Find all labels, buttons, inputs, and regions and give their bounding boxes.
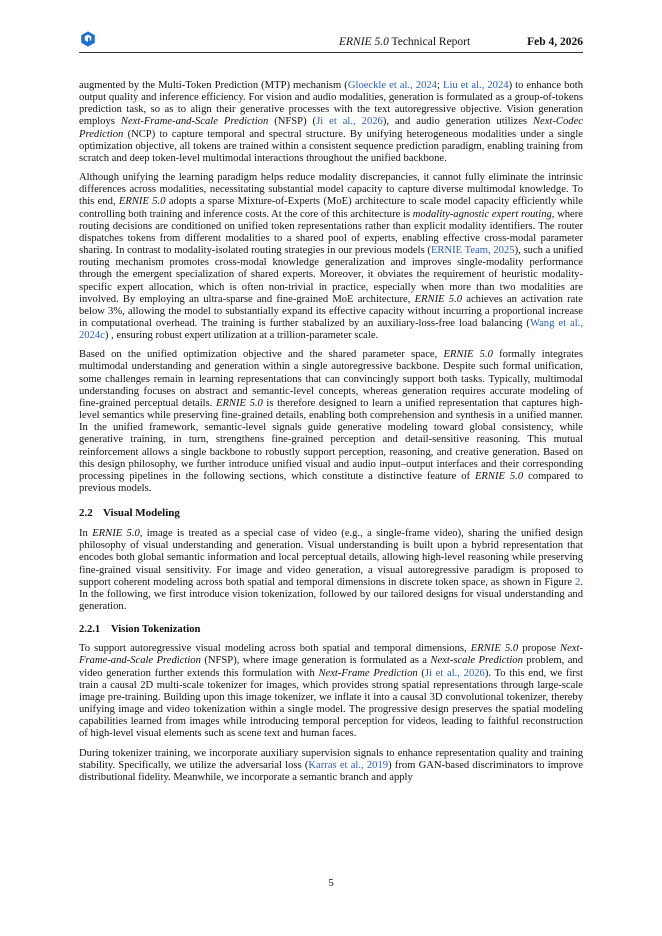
body-text: ; [436,80,443,91]
page-number: 5 [328,877,334,889]
citation-link[interactable]: Wang et al., 2024c [79,317,583,342]
body-text: formally integrates multimodal understanding and generation within a single autoregressive backbone. Despite such formal unification, some challenges remain in learning representations that can convincingly support both tasks. Typically, multimodal understanding focuses on abstract and semantic-level concepts, whereas generation requires accurate modeling of fine-grained perceptual details. [79,349,583,409]
body-text: Based on the unified optimization objective and the shared parameter space, [79,349,444,361]
paragraph-nfsp [79,643,583,740]
citation-link[interactable]: Gloeckle et al., 2024 [347,80,437,91]
emphasis-text: Next-Frame-and-Scale Prediction [79,643,583,667]
emphasis-text: ERNIE 5.0 [443,349,493,361]
paragraph-visual-modeling [79,528,583,613]
citation-link[interactable]: ERNIE Team, 2025 [430,245,515,257]
body-text: augmented by the Multi-Token Prediction (MTP) mechanism ( [79,80,348,91]
citation-link[interactable]: Liu et al., 2024 [442,80,509,91]
body-text: During tokenizer training, we incorporate auxiliary supervision signals to enhance representation quality and training stability. Specifically, we utilize the adversarial loss ( [79,747,583,771]
emphasis-text: ERNIE 5.0 [414,293,463,305]
body-text: ), and audio generation utilizes [382,116,533,128]
report-title: ERNIE 5.0 Technical Report [339,36,471,48]
body-text: ), such a unified routing mechanism promotes cross-modal knowledge generalization and improves single-modality performance through the emergent specialization of shared experts. Moreover, it obviates the requirement of heuristic modality-specific expert allocation, which is often non-trivial in practice, especially when more than two modalities are involved. By employing an ultra-sparse and fine-grained MoE architecture, [79,245,583,305]
body-text: , image is treated as a special case of video (e.g., a single-frame video), sharing the unified design philosophy of visual understanding and generation. Visual understanding is built upon a hybrid representation that encodes both global semantic information and local perceptual details, allowing high-level reasoning while preserving fine-grained visual sensitivity. For image and video generation, a visual autoregressive paradigm is proposed to support coherent modeling across both spatial and temporal dimensions in discrete token space, as shown in Figure [79,528,583,588]
citation-link[interactable]: 2 [575,576,581,588]
citation-link[interactable]: Ji et al., 2026 [316,116,383,128]
paragraph-tokenizer-training [79,748,583,784]
body-text: ) to enhance both output quality and inference efficiency. For vision and audio modalities, generation is formulated as a group-of-tokens prediction task, so as to align their generative processes with the text autoregressive objective. Vision generation employs [79,80,583,128]
emphasis-text: ERNIE 5.0 [92,528,140,540]
body-text: ). To this end, we first train a causal 2D multi-scale tokenizer for images, which provides strong spatial representations through large-scale image pre-training. Building upon this image tokenizer, we inflate it into a causal 3D convolutional tokenizer, thereby unifying image and video tokenization within a single model. The progressive design preserves the spatial modeling capabilities learned from images while introducing temporal perception for videos, leading to faithful reconstruction of high-level visual elements such as scene text and human faces. [79,667,583,740]
emphasis-text: ERNIE 5.0 [474,470,524,482]
subsection-heading-vision-tokenization: 2.2.1 Vision Tokenization [79,624,201,636]
section-heading-visual-modeling: 2.2 Visual Modeling [79,507,180,520]
emphasis-text: ERNIE 5.0 [470,643,519,655]
page-header [79,30,583,53]
body-text: (NFSP), where image generation is formulated as a [200,655,431,667]
body-text: In [79,528,93,540]
body-text: ( [417,667,425,679]
emphasis-text: Next-Frame-and-Scale Prediction [120,116,269,128]
body-text: , where routing decisions are conditioned on unified token representations rather than explicit modality identifiers. The router dispatches tokens from different modalities to a shared pool of experts, enabling effective cross-modal parameter sharing. In contrast to modality-isolated routing strategies in our previous models ( [79,208,583,257]
emphasis-text: ERNIE 5.0 [215,397,263,409]
report-date: Feb 4, 2026 [527,36,583,48]
ernie-logo-icon [79,30,97,48]
paragraph-mtp [79,80,583,165]
emphasis-text: ERNIE 5.0 [118,196,166,208]
body-text: Although unifying the learning paradigm helps reduce modality discrepancies, it cannot fully eliminate the intrinsic differences across modalities, necessitating substantial model capacity to capture diverse multimodal knowledge. To this end, [79,172,583,208]
body-text: . In the following, we first introduce vision tokenization, followed by our tailored designs for visual understanding and generation. [79,576,583,613]
body-text: ) , ensuring robust expert utilization at a trillion-parameter scale. [104,330,379,342]
body-text: ) from GAN-based discriminators to improve distributional fidelity. Meanwhile, we incorporate a semantic branch and apply [79,759,584,783]
emphasis-text: Next-Codec Prediction [79,116,583,140]
page-body [79,80,583,791]
body-text: is therefore designed to learn a unified representation that captures high-level semantics while preserving fine-grained details, enabling both comprehension and synthesis in a unified manner. In the unified framework, semantic-level signals guide generative modeling toward global consistency, while generative training, in turn, strengthens fine-grained perception and detail-sensitive reasoning. This mutual reinforcement allows a single backbone to robustly support perception, reasoning, and creative generation. Based on this design philosophy, we further introduce unified visual and audio input–output interfaces and their corresponding processing pipelines in the following sections, which constitute a distinctive feature of [79,397,584,482]
body-text: achieves an activation rate below 3%, allowing the model to substantially expand its effective capacity without incurring a proportional increase in computational overhead. The training is further stabalized by an auxiliary-loss-free load balancing ( [79,293,583,329]
body-text: propose [518,643,561,655]
body-text: To support autoregressive visual modeling across both spatial and temporal dimensions, [79,643,471,655]
body-text: (NFSP) ( [268,116,317,128]
emphasis-text: Next-Frame Prediction [318,667,418,679]
emphasis-text: Next-scale Prediction [430,655,523,667]
body-text: compared to previous models. [79,470,583,494]
body-text: (NCP) to capture temporal and spectral structure. By unifying heterogeneous modalities under a single optimization objective, all tokens are trained within a consistent sequence prediction paradigm, enabling training from scratch and deep token-level multimodal interactions throughout the unified backbone. [79,128,583,164]
paragraph-unified-representation [79,349,583,495]
body-text: problem, and video generation further extends this formulation with [79,655,583,679]
body-text: adopts a sparse Mixture-of-Experts (MoE) architecture to scale model capacity efficiently while controlling both training and inference costs. At the core of this architecture is [79,196,583,220]
paragraph-moe [79,172,583,342]
citation-link[interactable]: Karras et al., 2019 [308,759,389,771]
citation-link[interactable]: Ji et al., 2026 [424,667,485,679]
emphasis-text: modality-agnostic expert routing [412,208,552,220]
